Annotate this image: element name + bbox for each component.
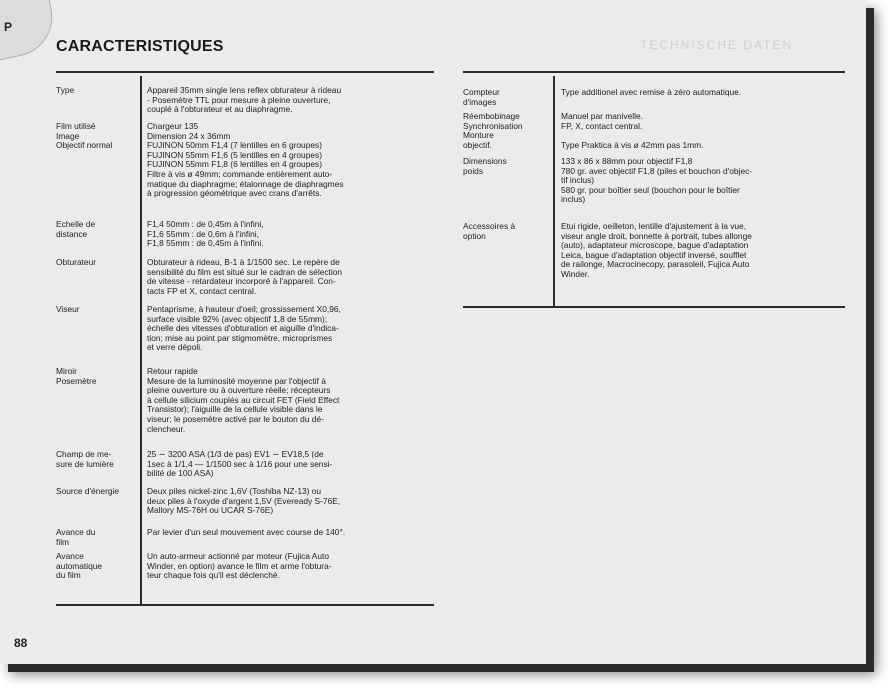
left-spec-value: Filtre à vis ø 49mm; commande entièrement auto- (147, 169, 333, 179)
left-spec-value: clencheur. (147, 423, 186, 434)
left-spec-value: 25 ∼ 3200 ASA (1/3 de pas) EV1 ∼ EV18,5 (de (147, 449, 324, 459)
left-spec-value: viseur; le posemètre activé par le bouton du dé- (147, 414, 324, 424)
ghost-heading: TECHNISCHE DATEN (640, 38, 794, 52)
right-column-divider (553, 76, 555, 306)
left-spec-label: distance (56, 228, 88, 239)
left-spec-value: échelle des vitesses d'obturation et aiguille d'indica- (147, 323, 339, 334)
right-spec-label: option (463, 230, 486, 241)
right-spec-value: de railonge, Macrocinecopy, parasoleil, Fujica Auto (561, 259, 750, 270)
left-spec-label: Echelle de (56, 219, 96, 229)
left-spec-label: automatique (56, 560, 103, 571)
right-spec-value: viseur angle droit, bonnette à portrait, tubes allonge (561, 230, 752, 241)
right-spec-value: Manuel par manivelle. (561, 111, 643, 121)
left-spec-value: FUJINON 55mm F1,8 (6 lentilles en 4 groupes) (147, 159, 323, 170)
right-spec-label: Dimensions (463, 156, 507, 166)
left-spec-value: Winder, en option) avance le film et arme l'obtura- (147, 560, 332, 571)
left-spec-label: Posemètre (56, 375, 97, 386)
left-bottom-rule (56, 604, 434, 606)
left-spec-value: tacts FP et X, contact central. (147, 285, 257, 296)
right-spec-value: inclus) (561, 194, 586, 205)
left-spec-label: Viseur (56, 304, 80, 314)
left-spec-value: deux piles à l'oxyde d'argent 1,5V (Eveready S-76E, (147, 495, 341, 506)
left-spec-value: pleine ouverture ou à ouverture réelle; récepteurs (147, 385, 331, 396)
left-spec-value: Chargeur 135 (147, 121, 199, 131)
left-spec-value: F1,8 55mm : de 0,45m à l'infini. (147, 238, 264, 249)
right-spec-label: poids (463, 165, 484, 176)
left-spec-label: du film (56, 570, 81, 581)
left-spec-value: Dimension 24 x 36mm (147, 130, 231, 141)
right-spec-label: Compteur (463, 87, 500, 97)
left-spec-label: Image (56, 130, 80, 141)
left-spec-label: Avance (56, 551, 84, 561)
left-spec-label: Avance du (56, 527, 96, 537)
left-spec-value: F1,6 55mm : de 0,6m à l'infini, (147, 228, 259, 239)
right-spec-value: 580 gr. pour boîtier seul (bouchon pour le boîtier (561, 184, 740, 195)
right-spec-value: Type additionel avec remise à zéro automatique. (561, 87, 742, 97)
right-spec-value: Leica, bague d'adaptation objectif inversé, soufflet (561, 249, 747, 260)
right-spec-value: (auto), adaptateur microscope, bague d'adaptation (561, 240, 749, 251)
corner-letter: P (4, 20, 13, 34)
left-spec-value: sensibilité du film est situé sur le cadran de sélection (147, 266, 343, 277)
left-spec-label: Obturateur (56, 257, 97, 267)
right-spec-value: Winder. (561, 269, 590, 279)
left-spec-label: Objectif normal (56, 140, 113, 151)
left-spec-value: de vitesse - retardateur incorporé à l'appareil. Con- (147, 276, 336, 287)
left-spec-value: Par levier d'un seul mouvement avec course de 140°. (147, 527, 346, 537)
left-spec-value: à progression géométrique avec crans d'arrêts. (147, 188, 322, 199)
right-spec-value: Type Praktica à vis ø 42mm pas 1mm. (561, 139, 704, 150)
right-spec-value: tif inclus) (561, 175, 595, 186)
right-bottom-rule (463, 306, 845, 308)
right-top-rule (463, 71, 845, 73)
right-spec-label: Réembobinage (463, 111, 520, 121)
right-spec-label: Monture (463, 130, 494, 141)
right-spec-label: Synchronisation (463, 120, 523, 131)
left-spec-value: bilité de 100 ASA) (147, 468, 214, 479)
left-spec-value: Mesure de la luminosité moyenne par l'objectif à (147, 375, 326, 386)
right-spec-value: FP, X, contact central. (561, 120, 643, 131)
left-spec-value: 1sec à 1/1,4 — 1/1500 sec à 1/16 pour une sensi- (147, 458, 333, 469)
left-spec-value: - Posemètre TTL pour mesure à pleine ouverture, (147, 94, 331, 105)
right-spec-label: Accessoires à (463, 221, 516, 231)
left-spec-label: Film utilisé (56, 121, 96, 131)
left-spec-value: FUJINON 55mm F1,6 (5 lentilles en 4 groupes) (147, 149, 323, 160)
page-number: 88 (14, 636, 28, 650)
left-top-rule (56, 71, 434, 73)
left-spec-label: Source d'énergie (56, 486, 120, 496)
left-spec-label: Miroir (56, 366, 77, 376)
left-spec-value: teur chaque fois qu'il est déclenché. (147, 570, 280, 581)
right-spec-value: Etui rigide, oeilleton, lentille d'ajustement à la vue, (561, 221, 747, 231)
left-spec-label: film (56, 536, 70, 547)
right-spec-label: d'images (463, 96, 497, 107)
left-spec-value: Un auto-armeur actionné par moteur (Fujica Auto (147, 551, 330, 561)
left-spec-value: surface visible 92% (avec objectif 1,8 de 55mm); (147, 313, 328, 324)
page-title: CARACTERISTIQUES (56, 38, 224, 55)
right-spec-value: 133 x 86 x 88mm pour objectif F1,8 (561, 156, 693, 166)
right-spec-label: objectif. (463, 139, 492, 150)
left-spec-value: F1,4 50mm : de 0,45m à l'infini, (147, 219, 264, 229)
left-spec-value: tion; mise au point par stigmomètre, microprismes (147, 332, 333, 343)
left-spec-value: Transistor); l'aiguille de la cellule visible dans le (147, 404, 323, 415)
left-spec-value: matique du diaphragme; étalonnage de diaphragmes (147, 178, 344, 189)
left-spec-value: Mallory MS-76H ou UCAR S-76E) (147, 505, 274, 516)
right-spec-value: 780 gr. avec objectif F1,8 (piles et bouchon d'objec- (561, 165, 753, 176)
left-spec-value: Appareil 35mm single lens reflex obturateur à rideau (147, 85, 342, 95)
left-spec-label: sure de lumière (56, 458, 114, 469)
left-spec-value: Obturateur à rideau, B-1 à 1/1500 sec. Le repère de (147, 257, 340, 267)
left-spec-value: Pentaprisme, à hauteur d'oeil; grossissement X0,96, (147, 304, 341, 314)
left-spec-value: FUJINON 50mm F1,4 (7 lentilles en 6 groupes) (147, 140, 323, 151)
left-spec-value: couplé à l'obturateur et au diaphragme. (147, 104, 293, 115)
left-spec-value: à cellule silicium couplés au circuit FET (Field Effect (147, 394, 340, 405)
left-spec-value: et verre dépoli. (147, 342, 203, 353)
left-column-divider (140, 76, 142, 606)
left-spec-label: Type (56, 85, 75, 95)
left-spec-value: Deux piles nickel-zinc 1,6V (Toshiba NZ-13) ou (147, 486, 322, 496)
left-spec-label: Champ de me- (56, 449, 112, 459)
left-spec-value: Retour rapide (147, 366, 198, 376)
